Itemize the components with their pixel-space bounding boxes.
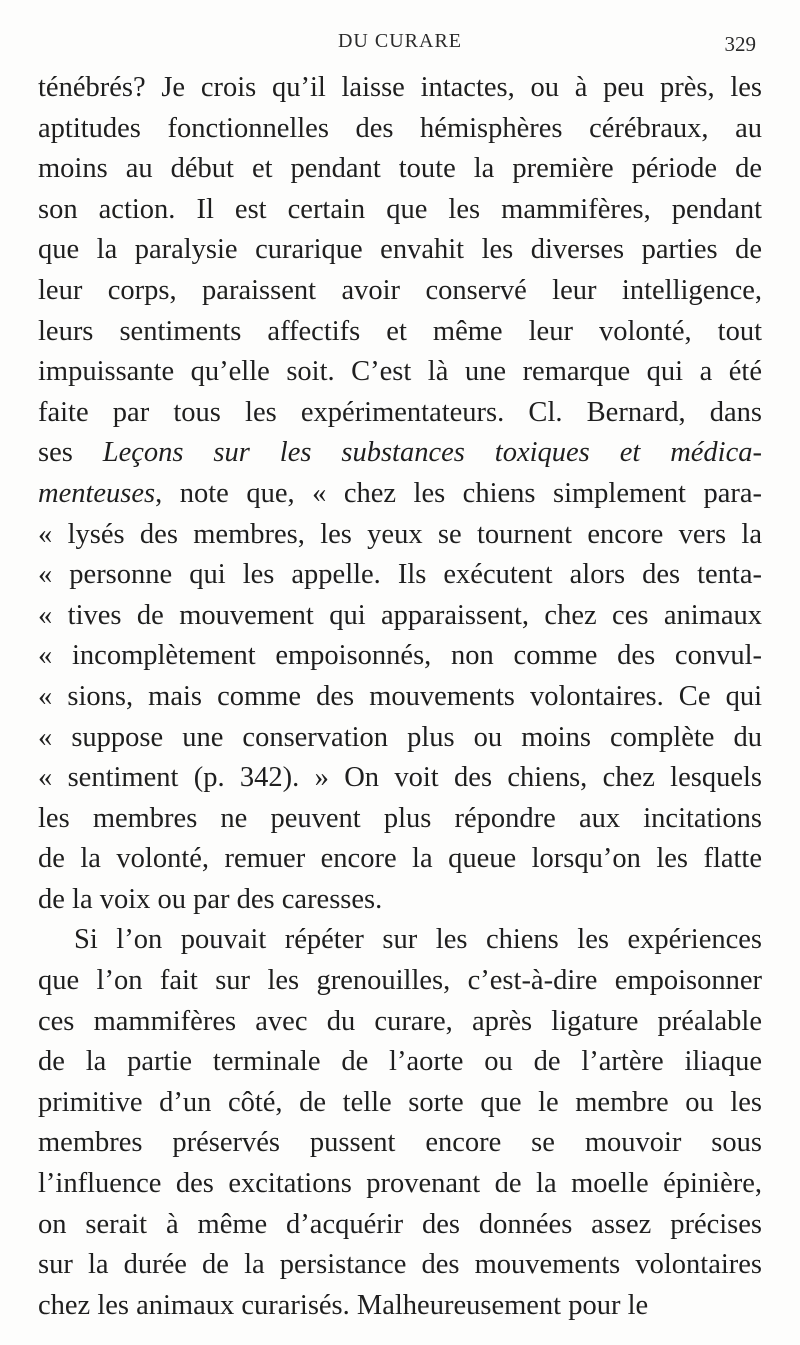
- line-text: son action. Il est certain que les mammifères, pendant: [38, 193, 762, 225]
- line-text: « suppose une conservation plus ou moins complète du: [38, 721, 762, 753]
- text-line: [38, 312, 762, 353]
- line-text: faite par tous les expérimentateurs. Cl. Bernard, dans: [38, 396, 762, 428]
- text-line: [38, 1205, 762, 1246]
- line-text: ténébrés? Je crois qu’il laisse intactes, ou à peu près, les: [38, 72, 762, 103]
- text-line: [38, 799, 762, 840]
- line-text: aptitudes fonctionnelles des hémisphères cérébraux, au: [38, 112, 762, 144]
- text-line: [38, 920, 762, 961]
- text-line: [38, 190, 762, 231]
- text-line: [38, 271, 762, 312]
- line-text: de la voix ou par des caresses.: [38, 883, 383, 915]
- line-text: , note que, « chez les chiens simplement para-: [155, 477, 762, 509]
- line-text: « lysés des membres, les yeux se tournent encore vers la: [38, 518, 762, 550]
- text-line: [38, 839, 762, 880]
- text-line: [38, 149, 762, 190]
- line-text: chez les animaux curarisés. Malheureusement pour le: [38, 1289, 649, 1321]
- line-text: leurs sentiments affectifs et même leur volonté, tout: [38, 315, 762, 347]
- text-line: [38, 1164, 762, 1205]
- text-line: [38, 596, 762, 637]
- running-head: [38, 30, 762, 64]
- text-line: [38, 961, 762, 1002]
- line-text: « sentiment (p. 342). » On voit des chiens, chez lesquels: [38, 762, 762, 794]
- page-number: 329: [724, 32, 756, 56]
- line-text: « personne qui les appelle. Ils exécutent alors des tenta-: [38, 559, 762, 591]
- line-text: sur la durée de la persistance des mouvements volontaires: [38, 1249, 762, 1281]
- line-text: impuissante qu’elle soit. C’est là une remarque qui a été: [38, 356, 762, 388]
- text-line: [38, 880, 762, 921]
- line-text: l’influence des excitations provenant de la moelle épinière,: [38, 1168, 762, 1200]
- text-line: [38, 515, 762, 556]
- text-line: [38, 68, 762, 109]
- paragraph: [38, 68, 762, 920]
- text-line: [38, 1245, 762, 1286]
- running-title: DU CURARE: [337, 30, 462, 52]
- line-text: « sions, mais comme des mouvements volontaires. Ce qui: [38, 680, 762, 712]
- line-text: ses: [38, 437, 103, 469]
- text-line: [38, 1002, 762, 1043]
- text-line: [38, 230, 762, 271]
- text-line: [38, 636, 762, 677]
- italic-title-text: Leçons sur les substances toxiques et médica-: [102, 437, 762, 469]
- text-line: [38, 718, 762, 759]
- text-line: [38, 1286, 762, 1327]
- line-text: Si l’on pouvait répéter sur les chiens les expériences: [74, 924, 762, 956]
- line-text: leur corps, paraissent avoir conservé leur intelligence,: [38, 274, 762, 306]
- line-text: de la partie terminale de l’aorte ou de l’artère iliaque: [38, 1046, 762, 1078]
- line-text: de la volonté, remuer encore la queue lorsqu’on les flatte: [38, 843, 762, 875]
- line-text: « incomplètement empoisonnés, non comme des convul-: [38, 640, 762, 672]
- text-line: [38, 758, 762, 799]
- line-text: moins au début et pendant toute la première période de: [38, 153, 762, 185]
- text-line: [38, 474, 762, 515]
- line-text: membres préservés pussent encore se mouvoir sous: [38, 1127, 762, 1159]
- paragraph: [38, 920, 762, 1326]
- text-line: [38, 555, 762, 596]
- body-text: [38, 68, 762, 1326]
- line-text: les membres ne peuvent plus répondre aux incitations: [38, 802, 762, 834]
- line-text: primitive d’un côté, de telle sorte que le membre ou les: [38, 1086, 762, 1118]
- text-line: [38, 677, 762, 718]
- line-text: que l’on fait sur les grenouilles, c’est-à-dire empoisonner: [38, 965, 762, 997]
- line-text: on serait à même d’acquérir des données assez précises: [38, 1208, 762, 1240]
- text-line: [38, 433, 762, 474]
- text-line: [38, 352, 762, 393]
- line-text: que la paralysie curarique envahit les diverses parties de: [38, 234, 762, 266]
- text-line: [38, 393, 762, 434]
- text-line: [38, 109, 762, 150]
- text-line: [38, 1042, 762, 1083]
- text-line: [38, 1083, 762, 1124]
- text-line: [38, 1123, 762, 1164]
- line-text: « tives de mouvement qui apparaissent, chez ces animaux: [38, 599, 762, 631]
- italic-title-text: menteuses: [38, 477, 156, 509]
- line-text: ces mammifères avec du curare, après ligature préalable: [38, 1005, 762, 1037]
